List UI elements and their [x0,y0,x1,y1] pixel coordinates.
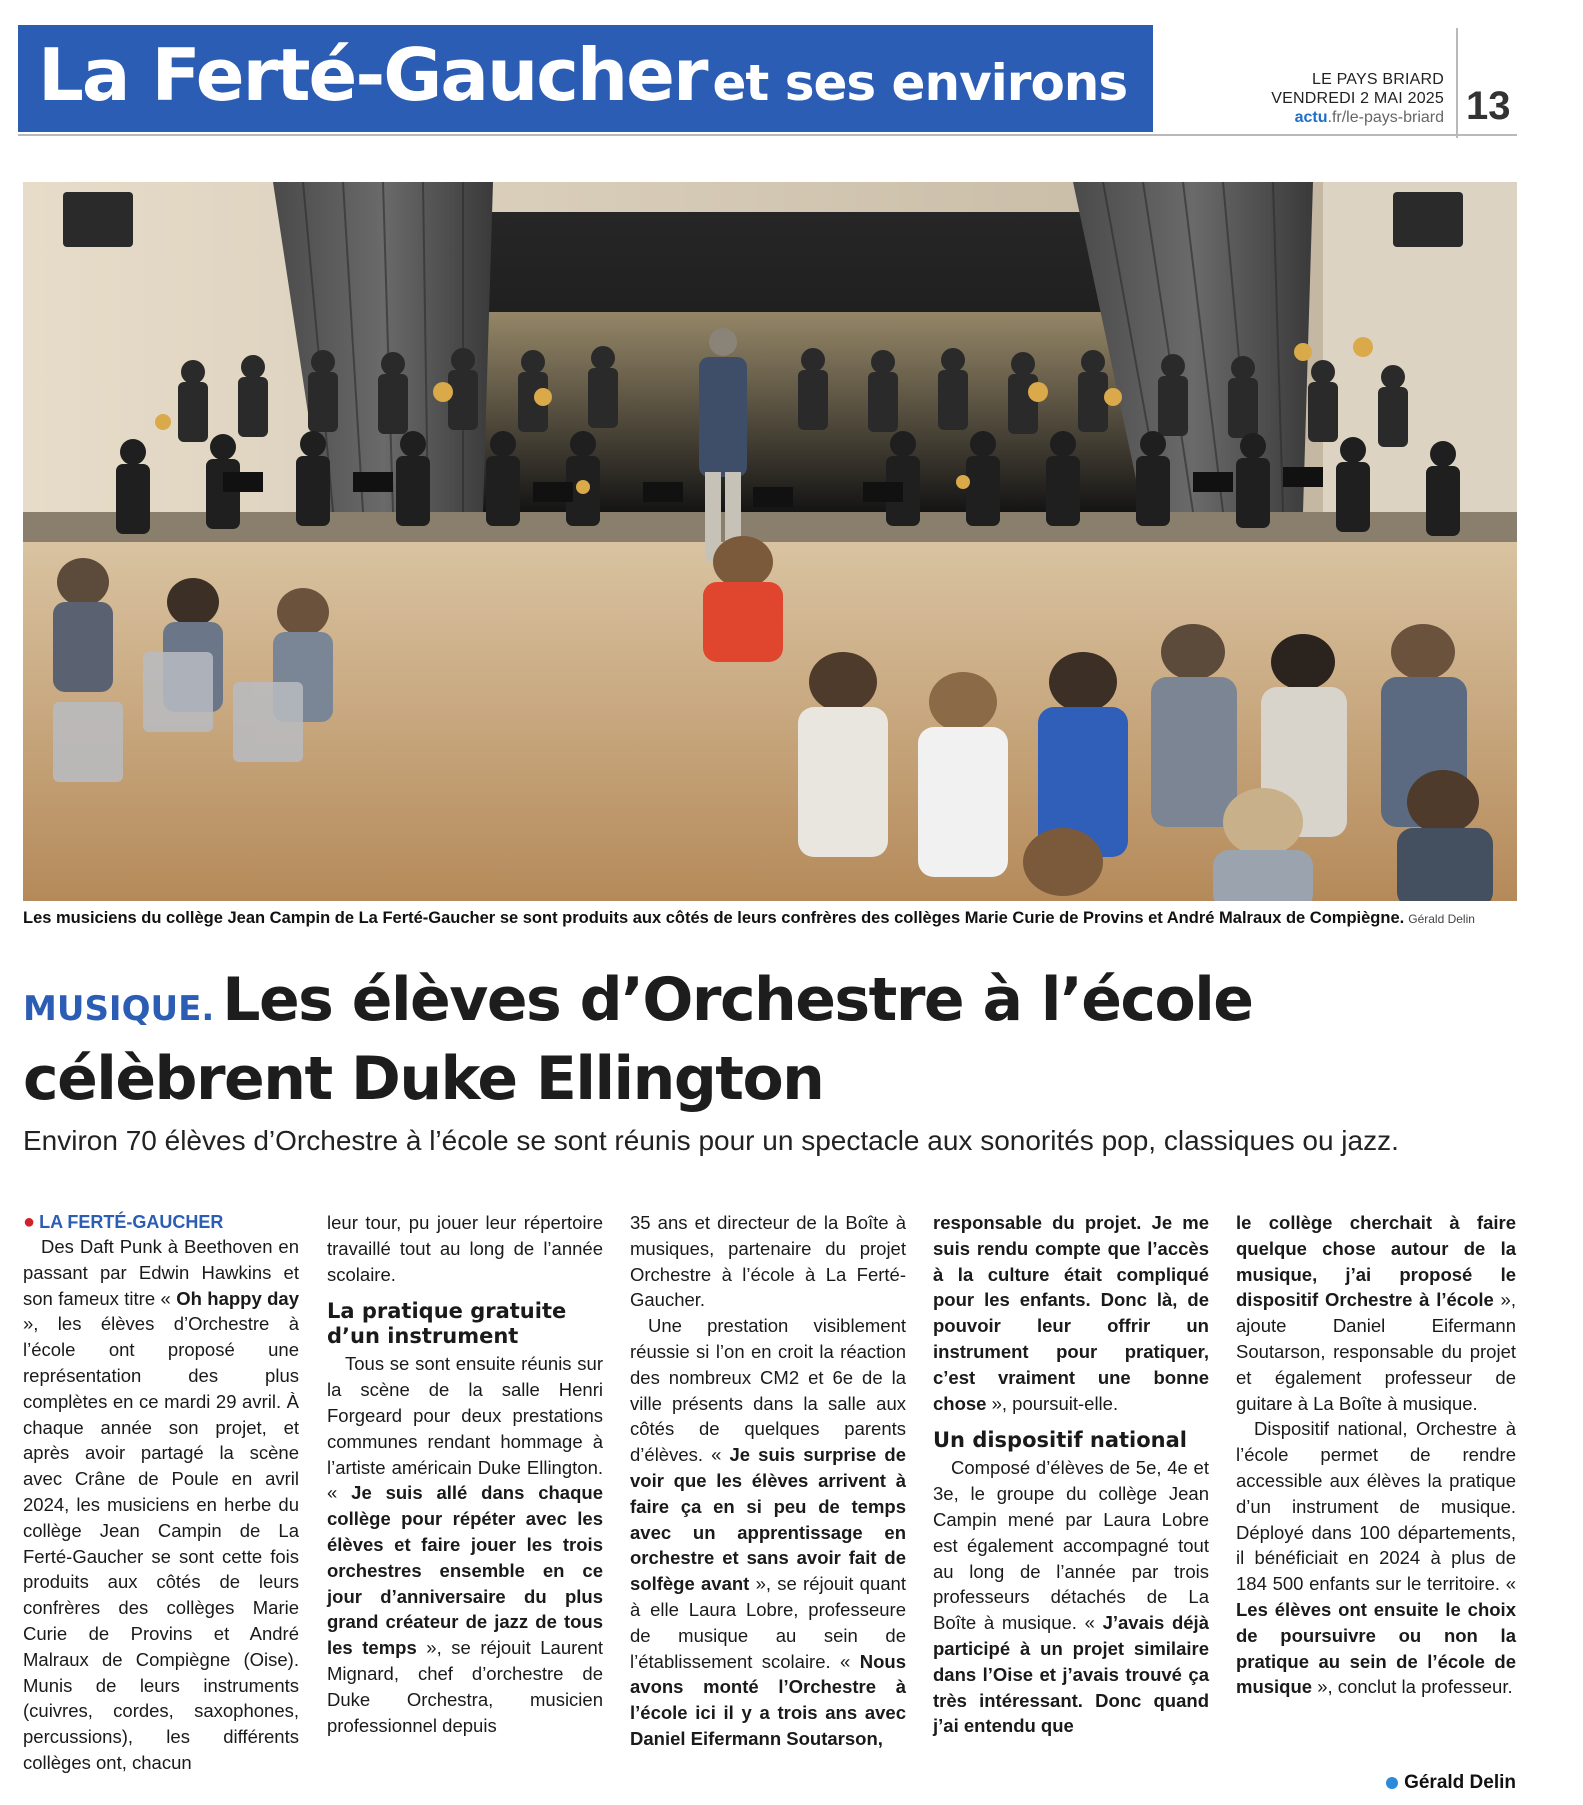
paragraph: leur tour, pu jouer leur répertoire travaillé tout au long de l’année scolaire. [327,1212,603,1285]
byline [1386,1772,1516,1794]
paragraph: Composé d’élèves de 5e, 4e et 3e, le groupe du collège Jean Campin mené par Laura Lobre est également accompagné tout au long de l’année par trois professeurs détachés de La Boîte à musique. « J’avais déjà participé à un projet similaire dans l’Oise et j’avais trouvé ça très intéressant. Donc quand j’ai entendu que [933,1457,1209,1737]
byline-dot-icon [1386,1777,1398,1789]
byline-author: Gérald Delin [1404,1772,1516,1793]
article-headline [23,965,1523,1114]
article-column-3 [630,1210,906,1752]
section-title-main: La Ferté-Gaucher [38,33,707,117]
paragraph: Des Daft Punk à Beethoven en passant par Edwin Hawkins et son fameux titre « Oh happy day », les élèves d’Orchestre à l’école ont proposé une représentation des plus complètes en ce mardi 29 avril. À chaque année son projet, et après avoir partagé la scène avec Crâne de Poule en avril 2024, les musiciens en herbe du collège Jean Campin de La Ferté-Gaucher se sont cette fois produits aux côtés de leurs confrères des collèges Marie Curie de Provins et André Malraux de Compiègne (Oise). Munis de leurs instruments (cuivres, cordes, saxophones, percussions), les différents collèges ont, chacun [23,1236,300,1773]
concert-photo [23,182,1517,901]
section-header-band [18,25,1153,132]
paragraph: Dispositif national, Orchestre à l’école permet de rendre accessible aux élèves la pratique d’un instrument de musique. Déployé dans 100 départements, il bénéficiait en 2024 à plus de 184 500 enfants sur le territoire. « Les élèves ont ensuite le choix de poursuivre ou non la pratique au sein de l’école de musique », conclut la professeur. [1236,1418,1516,1698]
dateline [23,1210,299,1234]
masthead [1194,70,1444,127]
masthead-divider [1456,28,1458,138]
paragraph: Une prestation visiblement réussie si l’on en croit la réaction des nombreux CM2 et 6e de la ville présents dans la salle aux côtés de quelques parents d’élèves. « Je suis surprise de voir que les élèves arrivent à faire ça en si peu de temps avec un apprentissage en orchestre et sans avoir fait de solfège avant », se réjouit quant à elle Laura Lobre, professeure de musique au sein de l’établissement scolaire. « Nous avons monté l’Orchestre à l’école ici il y a trois ans avec Daniel Eifermann Soutarson, [630,1315,906,1749]
subheading: La pratique gratuite d’un instrument [327,1299,567,1349]
article-column-4 [933,1210,1209,1739]
paragraph: responsable du projet. Je me suis rendu compte que l’accès à la culture était compliqué pour les enfants. Donc là, de pouvoir leur offrir un instrument pour pratiquer, c’est vraiment une bonne chose », poursuit-elle. [933,1212,1209,1414]
issue-date: VENDREDI 2 MAI 2025 [1271,90,1444,107]
section-title-sub: et ses environs [712,54,1128,112]
publication-name: LE PAYS BRIARD [1311,71,1444,88]
header-rule [18,134,1517,136]
photo-caption-text: Les musiciens du collège Jean Campin de La Ferté-Gaucher se sont produits aux côtés de leurs confrères des collèges Marie Curie de Provins et André Malraux de Compiègne. [23,909,1405,927]
article-standfirst: Environ 70 élèves d’Orchestre à l’école se sont réunis pour un spectacle aux sonorités pop, classiques ou jazz. [23,1125,1399,1156]
article-column-2 [327,1210,603,1738]
paragraph: le collège cherchait à faire quelque chose autour de la musique, j’ai proposé le dispositif Orchestre à l’école », ajoute Daniel Eifermann Soutarson, responsable du projet et également professeur de guitare à La Boîte à musique. [1236,1212,1516,1414]
paragraph: 35 ans et directeur de la Boîte à musiques, partenaire du projet Orchestre à l’école à La Ferté-Gaucher. [630,1212,906,1311]
headline-text: Les élèves d’Orchestre à l’école célèbrent Duke Ellington [23,965,1253,1114]
article-kicker: MUSIQUE. [23,989,215,1029]
subheading: Un dispositif national [933,1428,1187,1453]
article-column-1 [23,1210,299,1776]
site-path: .fr/le-pays-briard [1327,109,1444,126]
page-number: 13 [1466,84,1511,128]
paragraph: Tous se sont ensuite réunis sur la scène de la salle Henri Forgeard pour deux prestations communes rendant hommage à l’artiste américain Duke Ellington. « Je suis allé dans chaque collège pour répéter avec les élèves et faire jouer les trois orchestres ensemble en ce jour d’anniversaire du plus grand créateur de jazz de tous les temps », se réjouit Laurent Mignard, chef d’orchestre de Duke Orchestra, musicien professionnel depuis [327,1353,603,1736]
location-pin-icon: ● [23,1211,36,1233]
photo-credit: Gérald Delin [1408,912,1475,926]
section-title [38,33,1127,117]
photo-caption [23,907,1517,930]
site-link[interactable] [1194,108,1444,127]
article-column-5 [1236,1210,1516,1700]
site-brand: actu [1294,109,1328,126]
dateline-text: LA FERTÉ-GAUCHER [39,1212,224,1232]
